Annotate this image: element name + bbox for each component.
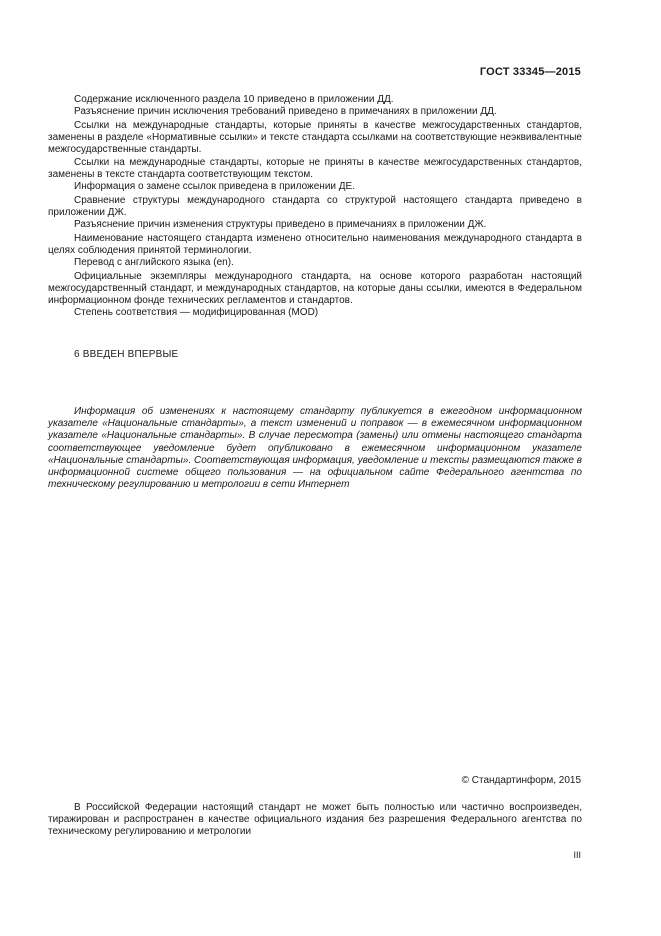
paragraph-structure-comparison: Сравнение структуры международного стандарта со структурой настоящего стандарта приведено в приложении ДЖ.: [48, 194, 582, 218]
paragraph-structure-change-reasons: Разъяснение причин изменения структуры приведено в примечаниях в приложении ДЖ.: [74, 219, 487, 231]
paragraph-title-change: Наименование настоящего стандарта изменено относительно наименования международного стандарта в целях соблюдения принятой терминологии.: [48, 232, 582, 256]
page-number: III: [573, 850, 581, 860]
paragraph-reference-replacement-info: Информация о замене ссылок приведена в приложении ДЕ.: [74, 180, 355, 192]
info-note-text: Информация об изменениях к настоящему стандарту публикуется в ежегодном информационном указателе «Национальные стандарты», а текст изменений и поправок — в ежемесячном информационном указателе «Национальные стандарты». В случае пересмотра (замены) или отмены настоящего стандарта соответствующее уведомление будет опубликовано в ежемесячном информационном указателе «Национальные стандарты». Соответствующая информация, уведомление и тексты размещаются также в информационной системе общего пользования — на официальном сайте Федерального агентства по техническому регулированию и метрологии в сети Интернет: [48, 406, 582, 491]
reproduction-note-text: В Российской Федерации настоящий стандарт не может быть полностью или частично воспроизведен, тиражирован и распространен в качестве официального издания без разрешения Федерального агентства по техническому регулированию и метрологии: [48, 802, 582, 838]
paragraph-adopted-references: Ссылки на международные стандарты, которые приняты в качестве межгосударственных стандартов, заменены в разделе «Нормативные ссылки» и тексте стандарта ссылками на соответствующие неэквивалентные межгосударственные стандарты.: [48, 119, 582, 156]
copyright-notice: © Стандартинформ, 2015: [461, 775, 581, 786]
paragraph-deletion-reasons: Разъяснение причин исключения требований приведено в примечаниях в приложении ДД.: [74, 106, 497, 118]
standard-code-header: ГОСТ 33345—2015: [479, 66, 581, 78]
paragraph-non-adopted-references: Ссылки на международные стандарты, которые не приняты в качестве межгосударственных стандартов, заменены в тексте стандарта соответствующим текстом.: [48, 156, 582, 180]
paragraph-translation: Перевод с английского языка (en).: [74, 257, 234, 269]
section-6-heading: 6 ВВЕДЕН ВПЕРВЫЕ: [74, 349, 179, 360]
paragraph-conformity-degree: Степень соответствия — модифицированная (MOD): [74, 307, 319, 319]
foreword-continuation: [48, 94, 582, 320]
paragraph-official-copies: Официальные экземпляры международного стандарта, на основе которого разработан настоящий межгосударственный стандарт, и международных стандартов, на которые даны ссылки, имеются в Федеральном информационном фонде технических регламентов и стандартов.: [48, 270, 582, 307]
reproduction-restriction-note: [48, 802, 582, 839]
paragraph-deleted-section: Содержание исключенного раздела 10 приведено в приложении ДД.: [74, 94, 394, 105]
amendments-info-note: [48, 406, 582, 491]
